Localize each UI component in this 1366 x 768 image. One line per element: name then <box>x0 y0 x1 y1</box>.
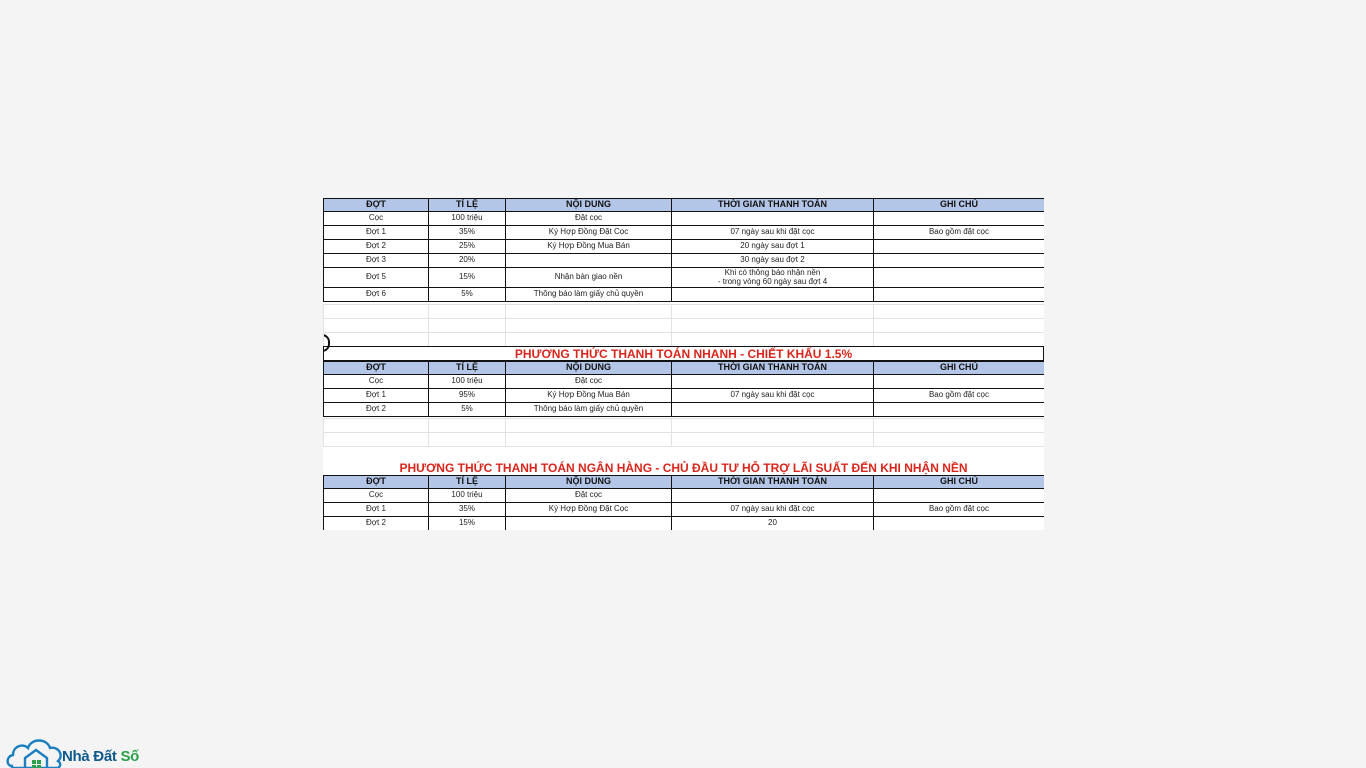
cell-thoi-gian-line2: - trong vòng 60 ngày sau đợt 4 <box>717 276 828 286</box>
cell-ti-le: 20% <box>429 254 506 268</box>
cell-thoi-gian <box>672 288 874 302</box>
empty-rows <box>323 418 1044 447</box>
cell-dot: Cọc <box>324 489 429 503</box>
header-ghi-chu: GHI CHÚ <box>874 199 1045 212</box>
table-header-row <box>324 476 1045 489</box>
cell-noi-dung: Đặt cọc <box>506 489 672 503</box>
cell-ghi-chu <box>874 489 1045 503</box>
cell-dot: Đợt 1 <box>324 503 429 517</box>
header-dot: ĐỢT <box>324 362 429 375</box>
cell-ti-le: 35% <box>429 226 506 240</box>
table-header-row <box>324 199 1045 212</box>
header-noi-dung: NỘI DUNG <box>506 362 672 375</box>
cell-ti-le: 5% <box>429 403 506 417</box>
cell-ghi-chu <box>874 268 1045 288</box>
cell-thoi-gian: 20 <box>672 517 874 531</box>
cell-ti-le: 100 triệu <box>429 212 506 226</box>
cell-noi-dung <box>506 254 672 268</box>
cell-thoi-gian: 07 ngày sau khi đặt cọc <box>672 226 874 240</box>
payment-table-bank <box>323 475 1044 530</box>
cell-ti-le: 5% <box>429 288 506 302</box>
table-row <box>324 389 1045 403</box>
cell-ti-le: 100 triệu <box>429 489 506 503</box>
header-dot: ĐỢT <box>324 476 429 489</box>
header-ti-le: TỈ LỆ <box>429 476 506 489</box>
table-row <box>324 489 1045 503</box>
cell-thoi-gian <box>672 403 874 417</box>
logo-text-part1: Nhà Đất <box>62 748 121 765</box>
cell-ghi-chu <box>874 254 1045 268</box>
cell-dot: Đợt 6 <box>324 288 429 302</box>
table-row <box>324 403 1045 417</box>
table-row <box>324 212 1045 226</box>
cell-thoi-gian <box>672 268 874 288</box>
header-thoi-gian: THỜI GIAN THANH TOÁN <box>672 476 874 489</box>
cell-dot: Đợt 2 <box>324 517 429 531</box>
cell-ghi-chu <box>874 517 1045 531</box>
cell-noi-dung: Thông báo làm giấy chủ quyền <box>506 288 672 302</box>
cell-ghi-chu <box>874 212 1045 226</box>
cell-ti-le: 100 triệu <box>429 375 506 389</box>
cell-ghi-chu <box>874 240 1045 254</box>
cell-dot: Cọc <box>324 212 429 226</box>
cell-thoi-gian: 07 ngày sau khi đặt cọc <box>672 389 874 403</box>
header-ghi-chu: GHI CHÚ <box>874 362 1045 375</box>
table-row <box>324 268 1045 288</box>
section-title-bank-payment: PHƯƠNG THỨC THANH TOÁN NGÂN HÀNG - CHỦ ĐẦU TƯ HỖ TRỢ LÃI SUẤT ĐẾN KHI NHẬN NỀN <box>399 461 968 475</box>
table-row <box>324 254 1045 268</box>
payment-schedule-sheet <box>323 198 1044 530</box>
empty-rows <box>323 304 1044 347</box>
header-dot: ĐỢT <box>324 199 429 212</box>
cell-ti-le: 15% <box>429 517 506 531</box>
header-thoi-gian: THỜI GIAN THANH TOÁN <box>672 362 874 375</box>
cell-thoi-gian <box>672 489 874 503</box>
cell-noi-dung: Ký Hợp Đồng Mua Bán <box>506 240 672 254</box>
cell-noi-dung: Nhận bàn giao nền <box>506 268 672 288</box>
payment-table-fast <box>323 361 1044 417</box>
cell-thoi-gian: 20 ngày sau đợt 1 <box>672 240 874 254</box>
cell-ghi-chu <box>874 375 1045 389</box>
table-row <box>324 288 1045 302</box>
logo-text <box>62 748 139 765</box>
section-title-fast-payment: PHƯƠNG THỨC THANH TOÁN NHANH - CHIẾT KHẤU 1.5% <box>514 347 853 361</box>
cell-thoi-gian-line1: Khi có thông báo nhận nền <box>724 268 821 278</box>
cell-dot: Đợt 3 <box>324 254 429 268</box>
header-ghi-chu: GHI CHÚ <box>874 476 1045 489</box>
table-row <box>324 375 1045 389</box>
cell-ghi-chu <box>874 288 1045 302</box>
cell-dot: Đợt 2 <box>324 240 429 254</box>
cell-noi-dung: Thông báo làm giấy chủ quyền <box>506 403 672 417</box>
table-header-row <box>324 362 1045 375</box>
cell-ghi-chu <box>874 403 1045 417</box>
table-row <box>324 226 1045 240</box>
header-noi-dung: NỘI DUNG <box>506 199 672 212</box>
cell-noi-dung: Đặt cọc <box>506 375 672 389</box>
table-row <box>324 240 1045 254</box>
cell-dot: Đợt 1 <box>324 226 429 240</box>
table-row <box>324 503 1045 517</box>
table-row <box>324 517 1045 531</box>
cell-ghi-chu: Bao gồm đặt cọc <box>874 226 1045 240</box>
cell-noi-dung: Ký Hợp Đồng Mua Bán <box>506 389 672 403</box>
cell-noi-dung: Đặt cọc <box>506 212 672 226</box>
cell-ghi-chu: Bao gồm đặt cọc <box>874 503 1045 517</box>
cell-noi-dung: Ký Hợp Đồng Đặt Cọc <box>506 503 672 517</box>
cell-ti-le: 35% <box>429 503 506 517</box>
header-ti-le: TỈ LỆ <box>429 362 506 375</box>
logo-text-part2: Số <box>120 748 140 765</box>
header-noi-dung: NỘI DUNG <box>506 476 672 489</box>
cell-dot: Đợt 5 <box>324 268 429 288</box>
cell-dot: Đợt 1 <box>324 389 429 403</box>
cell-ghi-chu: Bao gồm đặt cọc <box>874 389 1045 403</box>
cell-ti-le: 25% <box>429 240 506 254</box>
cell-noi-dung: Ký Hợp Đồng Đặt Cọc <box>506 226 672 240</box>
cell-thoi-gian: 30 ngày sau đợt 2 <box>672 254 874 268</box>
cell-dot: Cọc <box>324 375 429 389</box>
header-thoi-gian: THỜI GIAN THANH TOÁN <box>672 199 874 212</box>
cell-noi-dung <box>506 517 672 531</box>
cell-ti-le: 95% <box>429 389 506 403</box>
cell-thoi-gian <box>672 212 874 226</box>
cell-dot: Đợt 2 <box>324 403 429 417</box>
cell-thoi-gian: 07 ngày sau khi đặt cọc <box>672 503 874 517</box>
cell-ti-le: 15% <box>429 268 506 288</box>
header-ti-le: TỈ LỆ <box>429 199 506 212</box>
payment-table-standard <box>323 198 1044 302</box>
cell-thoi-gian <box>672 375 874 389</box>
